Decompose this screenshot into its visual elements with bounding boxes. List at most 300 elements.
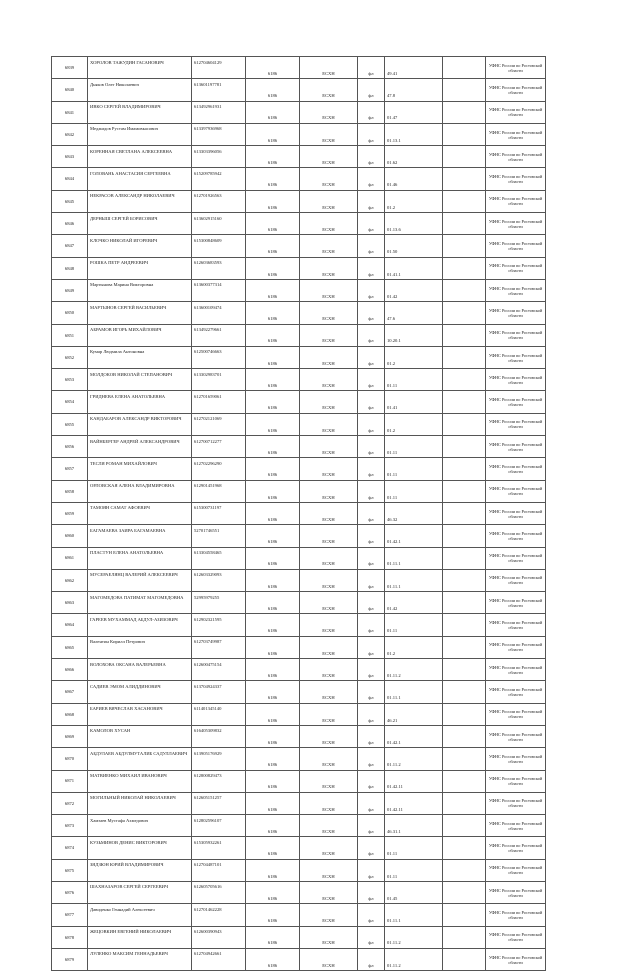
tax-regime: ЕСХН <box>300 324 358 346</box>
inn-number: 612800829473 <box>192 770 246 792</box>
inn-number: 615305932261 <box>192 837 246 859</box>
inn-number: 613304558465 <box>192 547 246 569</box>
okved-code: 01.45 <box>385 881 443 903</box>
tax-regime: ЕСХН <box>300 257 358 279</box>
tax-regime: ЕСХН <box>300 681 358 703</box>
table-row <box>52 681 546 703</box>
okved-code: 01.11.2 <box>385 659 443 681</box>
authority-name: УФНС России по Ростовской области <box>486 436 546 458</box>
table-row <box>52 235 546 257</box>
tax-regime: ЕСХН <box>300 881 358 903</box>
tax-office-code: 6186 <box>246 592 300 614</box>
inn-number: 612704942661 <box>192 948 246 970</box>
tax-regime: ЕСХН <box>300 904 358 926</box>
empty-cell <box>443 257 486 279</box>
row-number: 6843 <box>52 146 88 168</box>
empty-cell <box>443 636 486 658</box>
empty-cell <box>443 235 486 257</box>
person-name: МАГОМЕДОВА ПАТИМАТ МАГОМЕДОВНА <box>88 592 192 614</box>
entity-type: фл <box>358 146 385 168</box>
table-row <box>52 391 546 413</box>
okved-code: 01.2 <box>385 636 443 658</box>
entity-type: фл <box>358 748 385 770</box>
table-row <box>52 859 546 881</box>
tax-regime: ЕСХН <box>300 547 358 569</box>
table-row <box>52 346 546 368</box>
entity-type: фл <box>358 79 385 101</box>
person-name: ИВКО СЕРГЕЙ ВЛАДИМИРОВИЧ <box>88 101 192 123</box>
tax-office-code: 6186 <box>246 770 300 792</box>
tax-regime: ЕСХН <box>300 101 358 123</box>
row-number: 6847 <box>52 235 88 257</box>
empty-cell <box>443 458 486 480</box>
authority-name: УФНС России по Ростовской области <box>486 168 546 190</box>
table-row <box>52 190 546 212</box>
entity-type: фл <box>358 681 385 703</box>
okved-code: 01.11 <box>385 369 443 391</box>
row-number: 6875 <box>52 859 88 881</box>
okved-code: 49.41 <box>385 57 443 79</box>
tax-regime: ЕСХН <box>300 792 358 814</box>
inn-number: 52701746551 <box>192 525 246 547</box>
inn-number: 613397936968 <box>192 123 246 145</box>
inn-number: 613492279661 <box>192 324 246 346</box>
tax-office-code: 6186 <box>246 569 300 591</box>
authority-name: УФНС России по Ростовской области <box>486 480 546 502</box>
inn-number: 613704924337 <box>192 681 246 703</box>
authority-name: УФНС России по Ростовской области <box>486 324 546 346</box>
tax-office-code: 6186 <box>246 369 300 391</box>
tax-office-code: 6186 <box>246 57 300 79</box>
person-name: МАРТЫНОВ СЕРГЕЙ ВАСИЛЬЕВИЧ <box>88 302 192 324</box>
entity-type: фл <box>358 614 385 636</box>
empty-cell <box>443 614 486 636</box>
empty-cell <box>443 681 486 703</box>
row-number: 6879 <box>52 948 88 970</box>
tax-regime: ЕСХН <box>300 369 358 391</box>
person-name: ГАРЕЕВ МУХАММАД АБДУЛ-АЗИЗОВИЧ <box>88 614 192 636</box>
entity-type: фл <box>358 168 385 190</box>
authority-name: УФНС России по Ростовской области <box>486 413 546 435</box>
entity-type: фл <box>358 190 385 212</box>
table-row <box>52 547 546 569</box>
person-name: ЗЯДЗЮН ЮРИЙ ВЛАДИМИРОВИЧ <box>88 859 192 881</box>
table-row <box>52 748 546 770</box>
tax-regime: ЕСХН <box>300 502 358 524</box>
tax-regime: ЕСХН <box>300 346 358 368</box>
authority-name: УФНС России по Ростовской области <box>486 614 546 636</box>
tax-office-code: 6186 <box>246 413 300 435</box>
person-name: ЛУЛЕНКО МАКСИМ ГЕННАДЬЕВИЧ <box>88 948 192 970</box>
okved-code: 01.11 <box>385 859 443 881</box>
row-number: 6877 <box>52 904 88 926</box>
person-name: КЛОЧКО НИКОЛАЙ ИГОРЕВИЧ <box>88 235 192 257</box>
entity-type: фл <box>358 636 385 658</box>
empty-cell <box>443 436 486 458</box>
table-row <box>52 279 546 301</box>
okved-code: 01.2 <box>385 413 443 435</box>
authority-name: УФНС России по Ростовской области <box>486 815 546 837</box>
tax-office-code: 6186 <box>246 859 300 881</box>
inn-number: 612701926563 <box>192 190 246 212</box>
okved-code: 01.42.11 <box>385 770 443 792</box>
okved-code: 01.41 <box>385 391 443 413</box>
tax-office-code: 6186 <box>246 480 300 502</box>
okved-code: 01.13.6 <box>385 213 443 235</box>
empty-cell <box>443 881 486 903</box>
table-row <box>52 592 546 614</box>
person-name: БАГАМАЕВА ЗАИРА БАГАМАЕВНА <box>88 525 192 547</box>
tax-regime: ЕСХН <box>300 815 358 837</box>
tax-regime: ЕСХН <box>300 235 358 257</box>
empty-cell <box>443 101 486 123</box>
entity-type: фл <box>358 502 385 524</box>
tax-regime: ЕСХН <box>300 213 358 235</box>
tax-office-code: 6186 <box>246 725 300 747</box>
entity-type: фл <box>358 837 385 859</box>
row-number: 6859 <box>52 502 88 524</box>
tax-regime: ЕСХН <box>300 725 358 747</box>
table-row <box>52 926 546 948</box>
okved-code: 01.2 <box>385 190 443 212</box>
okved-code: 01.11.2 <box>385 748 443 770</box>
table-row <box>52 369 546 391</box>
tax-regime: ЕСХН <box>300 57 358 79</box>
inn-number: 612902321595 <box>192 614 246 636</box>
empty-cell <box>443 190 486 212</box>
okved-code: 01.11.2 <box>385 926 443 948</box>
row-number: 6845 <box>52 190 88 212</box>
table-row <box>52 146 546 168</box>
entity-type: фл <box>358 458 385 480</box>
okved-code: 47.8 <box>385 79 443 101</box>
empty-cell <box>443 302 486 324</box>
inn-number: 612704487101 <box>192 859 246 881</box>
empty-cell <box>443 146 486 168</box>
empty-cell <box>443 859 486 881</box>
authority-name: УФНС России по Ростовской области <box>486 458 546 480</box>
tax-regime: ЕСХН <box>300 190 358 212</box>
table-row <box>52 123 546 145</box>
empty-cell <box>443 748 486 770</box>
person-name: ЖЕЦОВКИН ЕВГЕНИЙ НИКОЛАЕВИЧ <box>88 926 192 948</box>
tax-regime: ЕСХН <box>300 436 358 458</box>
person-name: Давиденко Геннадий Алексеевич <box>88 904 192 926</box>
authority-name: УФНС России по Ростовской области <box>486 592 546 614</box>
person-name: Меджидов Рустам Имамовкасович <box>88 123 192 145</box>
row-number: 6849 <box>52 279 88 301</box>
inn-number: 612702121069 <box>192 413 246 435</box>
row-number: 6860 <box>52 525 88 547</box>
empty-cell <box>443 792 486 814</box>
tax-regime: ЕСХН <box>300 458 358 480</box>
tax-office-code: 6186 <box>246 190 300 212</box>
person-name: РОШКА ПЕТР АНДРЕЕВИЧ <box>88 257 192 279</box>
registry-table <box>51 56 546 971</box>
inn-number: 612605151257 <box>192 792 246 814</box>
tax-office-code: 6186 <box>246 681 300 703</box>
row-number: 6848 <box>52 257 88 279</box>
tax-office-code: 6186 <box>246 502 300 524</box>
tax-office-code: 6186 <box>246 815 300 837</box>
empty-cell <box>443 948 486 970</box>
inn-number: 613303396056 <box>192 146 246 168</box>
tax-regime: ЕСХН <box>300 391 358 413</box>
tax-office-code: 6186 <box>246 792 300 814</box>
authority-name: УФНС России по Ростовской области <box>486 948 546 970</box>
entity-type: фл <box>358 279 385 301</box>
inn-number: 52995979255 <box>192 592 246 614</box>
table-row <box>52 79 546 101</box>
authority-name: УФНС России по Ростовской области <box>486 792 546 814</box>
okved-code: 01.11.2 <box>385 948 443 970</box>
row-number: 6841 <box>52 101 88 123</box>
table-row <box>52 725 546 747</box>
authority-name: УФНС России по Ростовской области <box>486 190 546 212</box>
table-row <box>52 480 546 502</box>
entity-type: фл <box>358 859 385 881</box>
authority-name: УФНС России по Ростовской области <box>486 391 546 413</box>
tax-office-code: 6186 <box>246 101 300 123</box>
authority-name: УФНС России по Ростовской области <box>486 569 546 591</box>
row-number: 6840 <box>52 79 88 101</box>
inn-number: 615300848609 <box>192 235 246 257</box>
authority-name: УФНС России по Ростовской области <box>486 101 546 123</box>
inn-number: 611401345140 <box>192 703 246 725</box>
okved-code: 01.50 <box>385 235 443 257</box>
authority-name: УФНС России по Ростовской области <box>486 681 546 703</box>
authority-name: УФНС России по Ростовской области <box>486 926 546 948</box>
tax-office-code: 6186 <box>246 636 300 658</box>
entity-type: фл <box>358 547 385 569</box>
okved-code: 01.42.1 <box>385 725 443 747</box>
tax-office-code: 6186 <box>246 837 300 859</box>
person-name: КОРЕННАЯ СВЕТЛАНА АЛЕКСЕЕВНА <box>88 146 192 168</box>
empty-cell <box>443 57 486 79</box>
table-row <box>52 302 546 324</box>
authority-name: УФНС России по Ростовской области <box>486 502 546 524</box>
table-row <box>52 614 546 636</box>
entity-type: фл <box>358 815 385 837</box>
entity-type: фл <box>358 436 385 458</box>
person-name: ХОРОЛОВ ТАЖУДИН ГАСАНОВИЧ <box>88 57 192 79</box>
tax-regime: ЕСХН <box>300 770 358 792</box>
authority-name: УФНС России по Ростовской области <box>486 859 546 881</box>
authority-name: УФНС России по Ростовской области <box>486 213 546 235</box>
okved-code: 01.46 <box>385 168 443 190</box>
row-number: 6864 <box>52 614 88 636</box>
entity-type: фл <box>358 948 385 970</box>
entity-type: фл <box>358 257 385 279</box>
person-name: АБДУЛАЕВ АБДУЛМУТАЛИБ САДУЛЛАЕВИЧ <box>88 748 192 770</box>
person-name: ПЛАСТУН ЕЛЕНА АНАТОЛЬЕВНА <box>88 547 192 569</box>
row-number: 6868 <box>52 703 88 725</box>
table-row <box>52 904 546 926</box>
okved-code: 01.2 <box>385 346 443 368</box>
authority-name: УФНС России по Ростовской области <box>486 257 546 279</box>
tax-office-code: 6186 <box>246 168 300 190</box>
okved-code: 01.42.11 <box>385 792 443 814</box>
tax-office-code: 6186 <box>246 213 300 235</box>
okved-code: 01.11 <box>385 837 443 859</box>
authority-name: УФНС России по Ростовской области <box>486 302 546 324</box>
empty-cell <box>443 815 486 837</box>
row-number: 6866 <box>52 659 88 681</box>
tax-regime: ЕСХН <box>300 413 358 435</box>
table-row <box>52 792 546 814</box>
entity-type: фл <box>358 369 385 391</box>
inn-number: 612703749987 <box>192 636 246 658</box>
okved-code: 46.21 <box>385 703 443 725</box>
inn-number: 612704604129 <box>192 57 246 79</box>
authority-name: УФНС России по Ростовской области <box>486 837 546 859</box>
row-number: 6858 <box>52 480 88 502</box>
tax-office-code: 6186 <box>246 926 300 948</box>
person-name: ШАХНАЗАРОВ СЕРГЕЙ СЕРГЕЕВИЧ <box>88 881 192 903</box>
empty-cell <box>443 123 486 145</box>
person-name: МУСЕРАЕЛЯНЦ ВАЛЕРИЙ АЛЕКСЕЕВИЧ <box>88 569 192 591</box>
inn-number: 612702296290 <box>192 458 246 480</box>
row-number: 6867 <box>52 681 88 703</box>
person-name: НЕКРАСОВ АЛЕКСАНДР НИКОЛАЕВИЧ <box>88 190 192 212</box>
authority-name: УФНС России по Ростовской области <box>486 346 546 368</box>
person-name: Мартынова Марина Викторовна <box>88 279 192 301</box>
entity-type: фл <box>358 302 385 324</box>
inn-number: 613602915160 <box>192 213 246 235</box>
tax-regime: ЕСХН <box>300 480 358 502</box>
row-number: 6857 <box>52 458 88 480</box>
inn-number: 612605705616 <box>192 881 246 903</box>
okved-code: 01.11.1 <box>385 547 443 569</box>
inn-number: 612901451968 <box>192 480 246 502</box>
entity-type: фл <box>358 770 385 792</box>
okved-code: 01.42 <box>385 279 443 301</box>
row-number: 6842 <box>52 123 88 145</box>
entity-type: фл <box>358 413 385 435</box>
authority-name: УФНС России по Ростовской области <box>486 279 546 301</box>
tax-office-code: 6186 <box>246 279 300 301</box>
table-row <box>52 57 546 79</box>
authority-name: УФНС России по Ростовской области <box>486 547 546 569</box>
okved-code: 01.11.1 <box>385 904 443 926</box>
okved-code: 01.13.1 <box>385 123 443 145</box>
table-row <box>52 413 546 435</box>
table-row <box>52 948 546 970</box>
tax-office-code: 6186 <box>246 948 300 970</box>
person-name: ДЕРНЫШ СЕРГЕЙ БОРИСОВИЧ <box>88 213 192 235</box>
inn-number: 613492961931 <box>192 101 246 123</box>
inn-number: 616405309832 <box>192 725 246 747</box>
entity-type: фл <box>358 659 385 681</box>
row-number: 6874 <box>52 837 88 859</box>
empty-cell <box>443 79 486 101</box>
empty-cell <box>443 480 486 502</box>
authority-name: УФНС России по Ростовской области <box>486 770 546 792</box>
inn-number: 613600377314 <box>192 279 246 301</box>
tax-regime: ЕСХН <box>300 168 358 190</box>
empty-cell <box>443 346 486 368</box>
empty-cell <box>443 703 486 725</box>
tax-office-code: 6186 <box>246 257 300 279</box>
okved-code: 01.42.1 <box>385 525 443 547</box>
entity-type: фл <box>358 592 385 614</box>
okved-code: 01.11 <box>385 480 443 502</box>
tax-office-code: 6186 <box>246 904 300 926</box>
authority-name: УФНС России по Ростовской области <box>486 57 546 79</box>
person-name: МОЛДОКОВ НИКОЛАЙ СТЕПАНОВИЧ <box>88 369 192 391</box>
entity-type: фл <box>358 346 385 368</box>
tax-office-code: 6186 <box>246 436 300 458</box>
table-row <box>52 770 546 792</box>
tax-regime: ЕСХН <box>300 123 358 145</box>
authority-name: УФНС России по Ростовской области <box>486 369 546 391</box>
tax-office-code: 6186 <box>246 703 300 725</box>
inn-number: 612701659061 <box>192 391 246 413</box>
row-number: 6862 <box>52 569 88 591</box>
empty-cell <box>443 569 486 591</box>
entity-type: фл <box>358 123 385 145</box>
row-number: 6871 <box>52 770 88 792</box>
okved-code: 46.31.1 <box>385 815 443 837</box>
empty-cell <box>443 324 486 346</box>
tax-regime: ЕСХН <box>300 592 358 614</box>
table-row <box>52 703 546 725</box>
table-row <box>52 636 546 658</box>
table-row <box>52 659 546 681</box>
entity-type: фл <box>358 391 385 413</box>
tax-regime: ЕСХН <box>300 146 358 168</box>
entity-type: фл <box>358 525 385 547</box>
tax-office-code: 6186 <box>246 748 300 770</box>
tax-regime: ЕСХН <box>300 79 358 101</box>
tax-regime: ЕСХН <box>300 614 358 636</box>
row-number: 6861 <box>52 547 88 569</box>
inn-number: 613302983701 <box>192 369 246 391</box>
person-name: Валентин Кирилл Петрович <box>88 636 192 658</box>
tax-office-code: 6186 <box>246 525 300 547</box>
tax-regime: ЕСХН <box>300 636 358 658</box>
authority-name: УФНС России по Ростовской области <box>486 123 546 145</box>
empty-cell <box>443 369 486 391</box>
inn-number: 612701462228 <box>192 904 246 926</box>
table-row <box>52 257 546 279</box>
table-row <box>52 881 546 903</box>
row-number: 6839 <box>52 57 88 79</box>
tax-office-code: 6186 <box>246 614 300 636</box>
row-number: 6870 <box>52 748 88 770</box>
person-name: Хамзаев Мустафа Ахмедович <box>88 815 192 837</box>
inn-number: 612600475154 <box>192 659 246 681</box>
authority-name: УФНС России по Ростовской области <box>486 79 546 101</box>
okved-code: 01.11 <box>385 436 443 458</box>
entity-type: фл <box>358 792 385 814</box>
person-name: КАМОЛОВ ХУСАН <box>88 725 192 747</box>
person-name: Дьяков Олег Николаевич <box>88 79 192 101</box>
okved-code: 01.11 <box>385 458 443 480</box>
entity-type: фл <box>358 725 385 747</box>
row-number: 6851 <box>52 324 88 346</box>
tax-regime: ЕСХН <box>300 659 358 681</box>
tax-regime: ЕСХН <box>300 703 358 725</box>
row-number: 6855 <box>52 413 88 435</box>
inn-number: 613600109474 <box>192 302 246 324</box>
person-name: ГОЛОВАНЬ АНАСТАСИЯ СЕРГЕЕВНА <box>88 168 192 190</box>
authority-name: УФНС России по Ростовской области <box>486 659 546 681</box>
tax-office-code: 6186 <box>246 324 300 346</box>
row-number: 6852 <box>52 346 88 368</box>
authority-name: УФНС России по Ростовской области <box>486 748 546 770</box>
person-name: БАРИЕВ ВЯЧЕСЛАВ ХАСАНОВИЧ <box>88 703 192 725</box>
